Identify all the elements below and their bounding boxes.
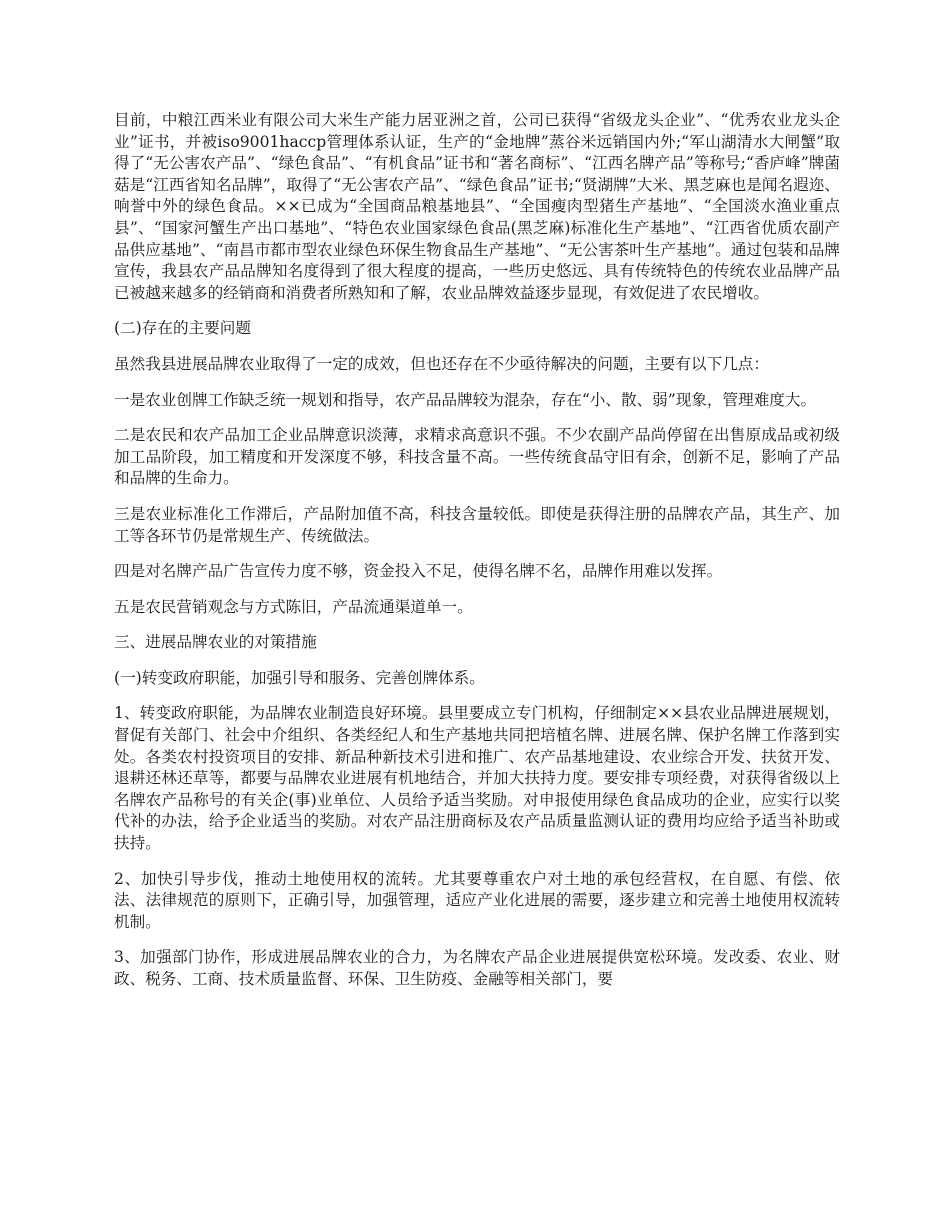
section-heading-countermeasures: 三、进展品牌农业的对策措施 (114, 633, 317, 652)
paragraph-measure-1: 1、转变政府职能，为品牌农业制造良好环境。县里要成立专门机构，仔细制定××县农业品牌进展规划，督促有关部门、社会中介组织、各类经纪人和生产基地共同把培植名牌、进展名牌、保护名牌工作落到实处。各类农村投资项目的安排、新品种新技术引进和推广、农产品基地建设、农业综合开发、扶贫开发、退耕还林还草等，都要与品牌农业进展有机地结合，并加大扶持力度。要安排专项经费，对获得省级以上名牌农产品称号的有关企(事)业单位、人员给予适当奖励。对申报使用绿色食品成功的企业，应实行以奖代补的办法，给予企业适当的奖励。对农产品注册商标及农产品质量监测认证的费用均应给予适当补助或扶持。 (114, 704, 840, 853)
paragraph-problem-5: 五是农民营销观念与方式陈旧，产品流通渠道单一。 (114, 597, 473, 616)
paragraph-measure-3: 3、加强部门协作，形成进展品牌农业的合力，为名牌农产品企业进展提供宽松环境。发改委、农业、财政、税务、工商、技术质量监督、环保、卫生防疫、金融等相关部门，要 (114, 948, 840, 988)
paragraph-problem-2: 二是农民和农产品加工企业品牌意识淡薄，求精求高意识不强。不少农副产品尚停留在出售原成品或初级加工品阶段，加工精度和开发深度不够，科技含量不高。一些传统食品守旧有余，创新不足，影响了产品和品牌的生命力。 (114, 426, 840, 488)
paragraph-problem-3: 三是农业标准化工作滞后，产品附加值不高，科技含量较低。即使是获得注册的品牌农产品，其生产、加工等各环节仍是常规生产、传统做法。 (114, 504, 840, 545)
paragraph-problem-1: 一是农业创牌工作缺乏统一规划和指导，农产品品牌较为混杂，存在“小、散、弱”现象，管理难度大。 (114, 390, 817, 409)
document-body (114, 110, 840, 1005)
paragraph-measure-2: 2、加快引导步伐，推动土地使用权的流转。尤其要尊重农户对土地的承包经营权，在自愿、有偿、依法、法律规范的原则下，正确引导，加强管理，适应产业化进展的需要，逐步建立和完善土地使用权流转机制。 (114, 869, 840, 931)
paragraph-problems-intro: 虽然我县进展品牌农业取得了一定的成效，但也还存在不少亟待解决的问题，主要有以下几点： (114, 354, 769, 373)
paragraph-problem-4: 四是对名牌产品广告宣传力度不够，资金投入不足，使得名牌不名，品牌作用难以发挥。 (114, 562, 723, 581)
paragraph-intro-brands: 目前，中粮江西米业有限公司大米生产能力居亚洲之首，公司已获得“省级龙头企业”、“优秀农业龙头企业”证书，并被iso9001haccp管理体系认证，生产的“金地牌”蒸谷米远销国内外;“军山湖清水大闸蟹”取得了“无公害农产品”、“绿色食品”、“有机食品”证书和“著名商标”、“江西名牌产品”等称号;“香庐峰”牌菌菇是“江西省知名品牌”，取得了“无公害农产品”、“绿色食品”证书;“贤湖牌”大米、黑芝麻也是闻名遐迩、响誉中外的绿色食品。××已成为“全国商品粮基地县”、“全国瘦肉型猪生产基地”、“全国淡水渔业重点县”、“国家河蟹生产出口基地”、“特色农业国家绿色食品(黑芝麻)标准化生产基地”、“江西省优质农副产品供应基地”、“南昌市都市型农业绿色环保生物食品生产基地”、“无公害茶叶生产基地”。通过包装和品牌宣传，我县农产品品牌知名度得到了很大程度的提高，一些历史悠远、具有传统特色的传统农业品牌产品已被越来越多的经销商和消费者所熟知和了解，农业品牌效益逐步显现，有效促进了农民增收。 (114, 111, 840, 302)
subsection-heading-government: (一)转变政府职能，加强引导和服务、完善创牌体系。 (114, 668, 485, 687)
section-heading-main-problems: (二)存在的主要问题 (114, 319, 251, 338)
